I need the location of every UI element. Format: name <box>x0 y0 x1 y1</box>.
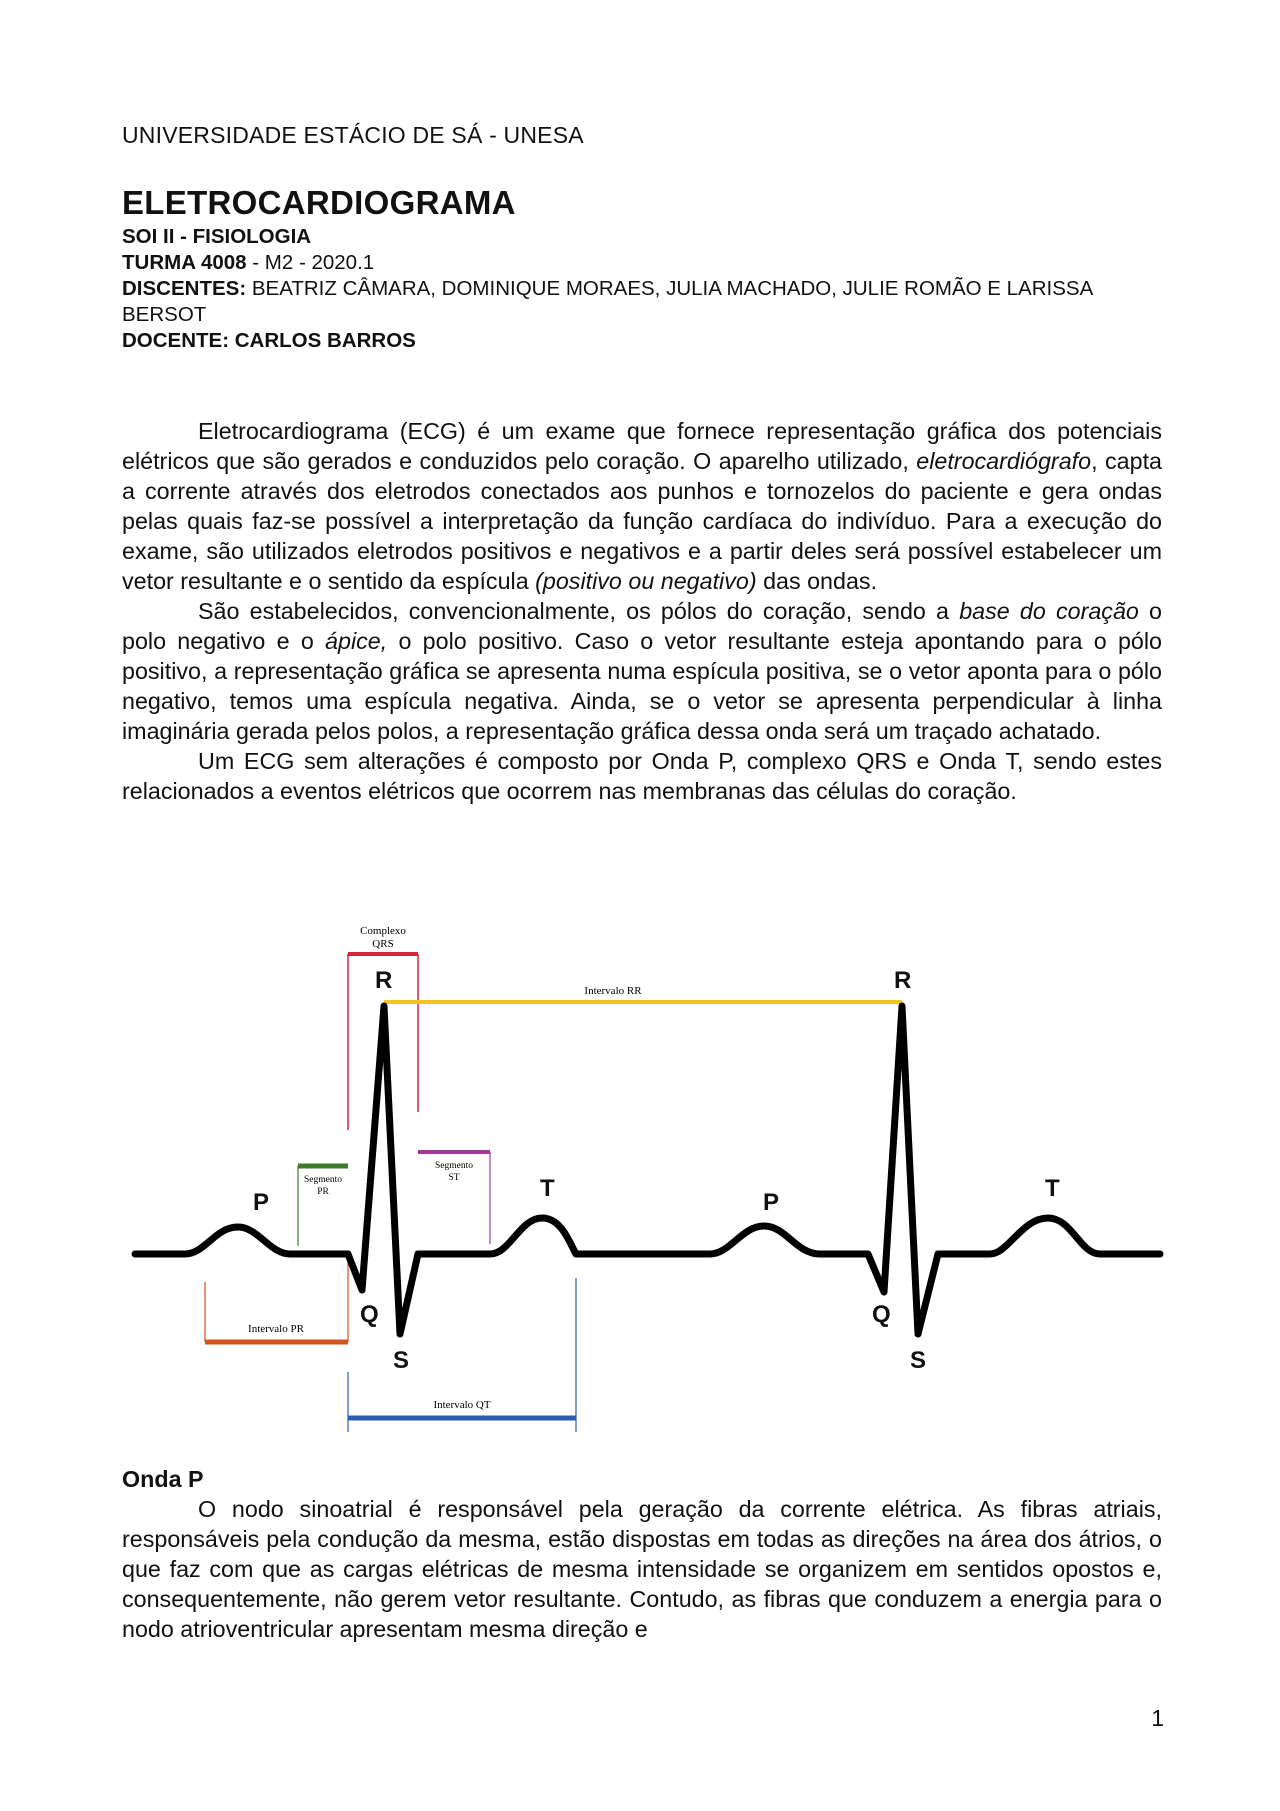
qrs-label-line2: QRS <box>372 938 394 950</box>
students-label: DISCENTES: <box>122 277 247 300</box>
onda-p-paragraph: O nodo sinoatrial é responsável pela geração da corrente elétrica. As fibras atriais, responsáveis pela condução da mesma, estão dispostas em todas as direções na área dos átrios, o que faz com que as cargas elétricas de mesma intensidade se organizem em sentidos opostos e, consequentemente, não gerem vetor resultante. Contudo, as fibras que conduzem a energia para o nodo atrioventricular apresentam mesma direção e <box>122 1496 1162 1642</box>
p2-text-a: São estabelecidos, convencionalmente, os pólos do coração, sendo a <box>198 598 960 624</box>
teacher-name: DOCENTE: CARLOS BARROS <box>122 329 416 352</box>
p2-text-c: o polo positivo. Caso o vetor resultante esteja apontando para o pólo positivo, a representação gráfica se apresenta numa espícula positiva, se o vetor aponta para o pólo negativo, temos uma espícula negativa. Ainda, se o vetor se apresenta perpendicular à linha imaginária gerada pelos polos, a representação gráfica dessa onda será um traçado achatado. <box>122 628 1162 744</box>
st-segment-marker <box>418 1152 490 1244</box>
pr-segment-label-line2: PR <box>317 1187 329 1197</box>
t-wave-label-2: T <box>1045 1175 1060 1202</box>
st-segment-label-line1: Segmento <box>435 1161 473 1171</box>
rr-label: Intervalo RR <box>584 985 642 997</box>
t-wave-label-1: T <box>540 1175 555 1202</box>
r-wave-label-2: R <box>894 967 912 994</box>
p1-emphasis: eletrocardiógrafo <box>916 448 1092 474</box>
s-wave-label-1: S <box>393 1347 410 1374</box>
intro-text <box>122 416 1162 806</box>
qrs-label-line1: Complexo <box>360 925 406 937</box>
p1-text-a: Eletrocardiograma (ECG) é um exame que fornece representação gráfica dos potenciais elétricos que são gerados e conduzidos pelo coração. O aparelho utilizado, <box>122 418 1162 474</box>
course-line <box>122 224 1162 250</box>
p2-text-b: o polo negativo e o <box>122 598 1162 654</box>
class-detail: - M2 - 2020.1 <box>246 251 375 274</box>
r-wave-label-1: R <box>375 967 393 994</box>
students-line <box>122 276 1162 328</box>
university-name: UNIVERSIDADE ESTÁCIO DE SÁ - UNESA <box>122 122 584 148</box>
p-wave-label-1: P <box>253 1189 270 1216</box>
pr-segment-label-line1: Segmento <box>304 1175 342 1185</box>
p1-emphasis-2: (positivo ou negativo) <box>535 568 757 594</box>
p2-emphasis: base do coração <box>959 598 1139 624</box>
pr-interval-label: Intervalo PR <box>248 1323 304 1335</box>
ecg-diagram <box>130 922 1170 1442</box>
page-number: 1 <box>1151 1705 1164 1731</box>
section-title-onda-p: Onda P <box>122 1466 204 1492</box>
rr-interval-marker <box>384 985 902 1002</box>
p1-text-c: das ondas. <box>756 568 878 594</box>
p-wave-label-2: P <box>763 1189 780 1216</box>
class-label: TURMA 4008 <box>122 251 247 274</box>
s-wave-label-2: S <box>910 1347 927 1374</box>
qt-interval-marker <box>348 1278 576 1432</box>
q-wave-label-2: Q <box>872 1301 891 1328</box>
pr-segment-marker <box>298 1166 348 1246</box>
p1-text-b: , capta a corrente através dos eletrodos conectados aos punhos e tornozelos do paciente e gera ondas pelas quais faz-se possível a interpretação da função cardíaca do indivíduo. Para a execução do exame, são utilizados eletrodos positivos e negativos e a partir deles será possível estabelecer um vetor resultante e o sentido da espícula <box>122 448 1163 594</box>
intro-paragraph-2 <box>122 596 1162 746</box>
pr-interval-marker <box>205 1252 348 1342</box>
class-line <box>122 250 1162 276</box>
document-meta <box>122 224 1162 354</box>
section-onda-p <box>122 1464 1162 1644</box>
intro-paragraph-1 <box>122 416 1162 596</box>
course-name: SOI II - FISIOLOGIA <box>122 225 312 248</box>
p2-emphasis-2: ápice, <box>325 628 388 654</box>
st-segment-label-line2: ST <box>448 1173 460 1183</box>
teacher-line <box>122 328 1162 354</box>
ecg-trace <box>135 1006 1160 1334</box>
document-title: ELETROCARDIOGRAMA <box>122 184 516 221</box>
intro-paragraph-3: Um ECG sem alterações é composto por Onda P, complexo QRS e Onda T, sendo estes relacionados a eventos elétricos que ocorrem nas membranas das células do coração. <box>122 748 1162 804</box>
q-wave-label-1: Q <box>360 1301 379 1328</box>
students-names: BEATRIZ CÂMARA, DOMINIQUE MORAES, JULIA MACHADO, JULIE ROMÃO E LARISSA BERSOT <box>122 277 1093 326</box>
qt-interval-label: Intervalo QT <box>433 1399 491 1411</box>
